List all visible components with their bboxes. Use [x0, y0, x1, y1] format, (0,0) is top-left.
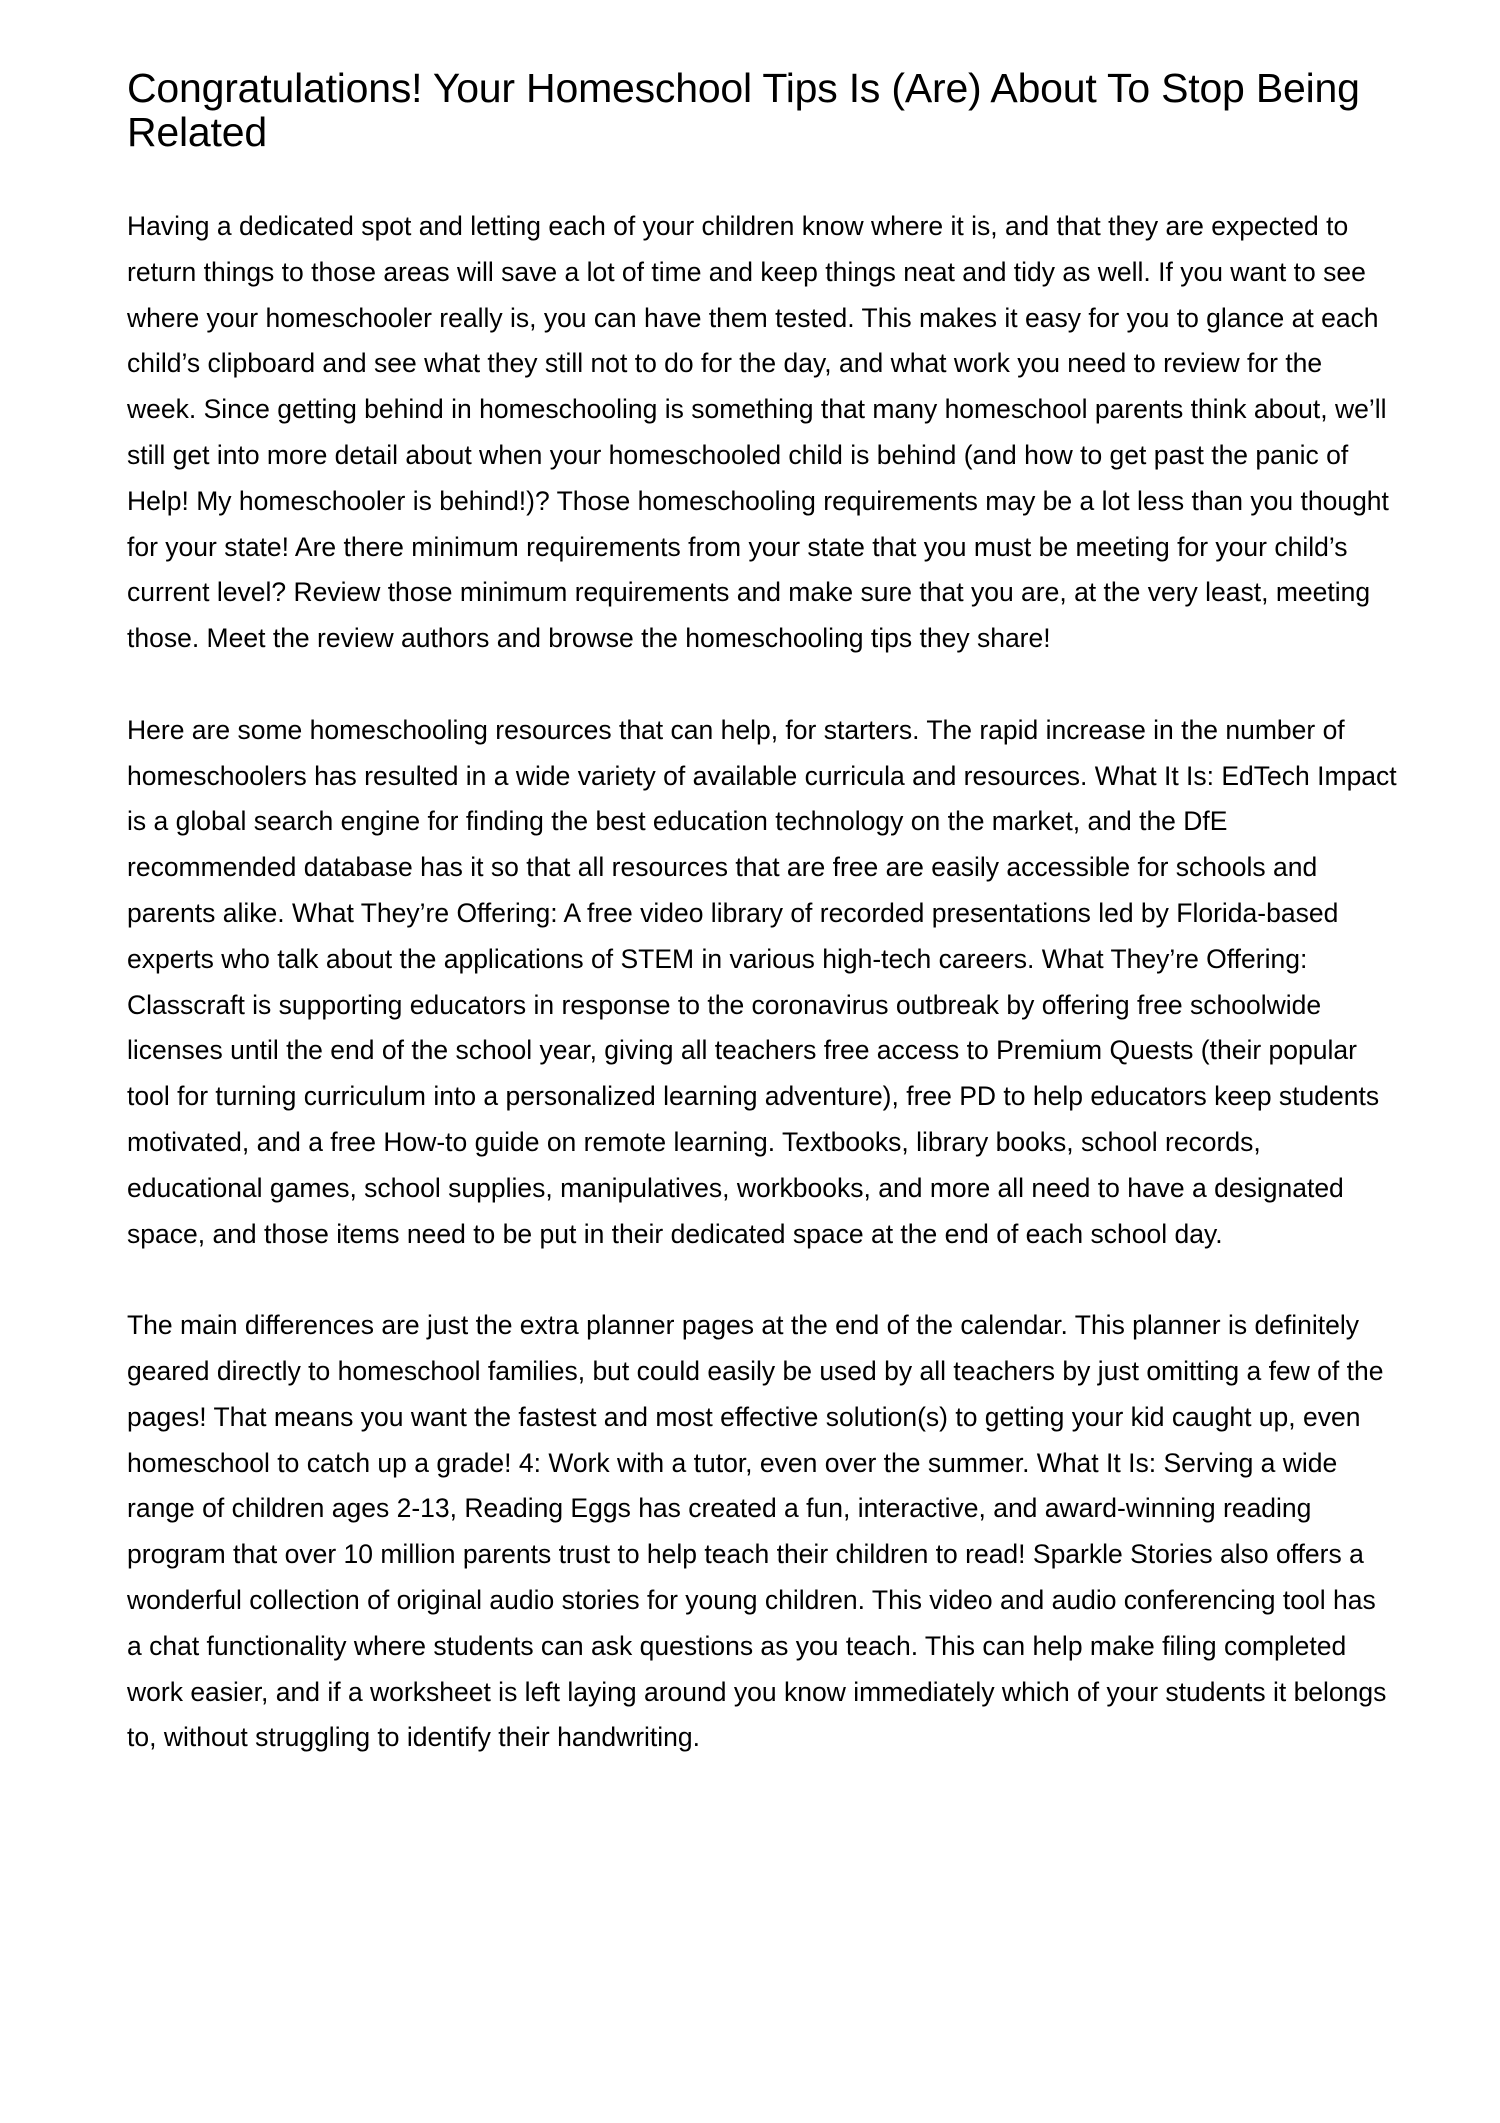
- page-title: Congratulations! Your Homeschool Tips Is (Are) About To Stop Being Related: [127, 65, 1360, 155]
- paragraph-1: Having a dedicated spot and letting each of your children know where it is, and that they are expected to return things to those areas will save a lot of time and keep things neat and tidy as well. If you want to see where your homeschooler really is, you can have them tested. This makes it easy for you to glance at each child’s clipboard and see what they still not to do for the day, and what work you need to review for the week. Since getting behind in homeschooling is something that many homeschool parents think about, we’ll still get into more detail about when your homeschooled child is behind (and how to get past the panic of Help! My homeschooler is behind!)? Those homeschooling requirements may be a lot less than you thought for your state! Are there minimum requirements from your state that you must be meeting for your child’s current level? Review those minimum requirements and make sure that you are, at the very least, meeting those. Meet the review authors and browse the homeschooling tips they share!: [127, 211, 1389, 654]
- paragraph-3: The main differences are just the extra planner pages at the end of the calendar. This planner is definitely geared directly to homeschool families, but could easily be used by all teachers by just omitting a few of the pages! That means you want the fastest and most effective solution(s) to getting your kid caught up, even homeschool to catch up a grade! 4: Work with a tutor, even over the summer. What It Is: Serving a wide range of children ages 2-13, Reading Eggs has created a fun, interactive, and award-winning reading program that over 10 million parents trust to help teach their children to read! Sparkle Stories also offers a wonderful collection of original audio stories for young children. This video and audio conferencing tool has a chat functionality where students can ask questions as you teach. This can help make filing completed work easier, and if a worksheet is left laying around you know immediately which of your students it belongs to, without struggling to identify their handwriting.: [127, 1310, 1387, 1753]
- paragraph-2: Here are some homeschooling resources that can help, for starters. The rapid increase in the number of homeschoolers has resulted in a wide variety of available curricula and resources. What It Is: EdTech Impact is a global search engine for finding the best education technology on the market, and the DfE recommended database has it so that all resources that are free are easily accessible for schools and parents alike. What They’re Offering: A free video library of recorded presentations led by Florida-based experts who talk about the applications of STEM in various high-tech careers. What They’re Offering: Classcraft is supporting educators in response to the coronavirus outbreak by offering free schoolwide licenses until the end of the school year, giving all teachers free access to Premium Quests (their popular tool for turning curriculum into a personalized learning adventure), free PD to help educators keep students motivated, and a free How-to guide on remote learning. Textbooks, library books, school records, educational games, school supplies, manipulatives, workbooks, and more all need to have a designated space, and those items need to be put in their dedicated space at the end of each school day.: [127, 714, 1397, 1249]
- document-page: [127, 66, 1397, 1807]
